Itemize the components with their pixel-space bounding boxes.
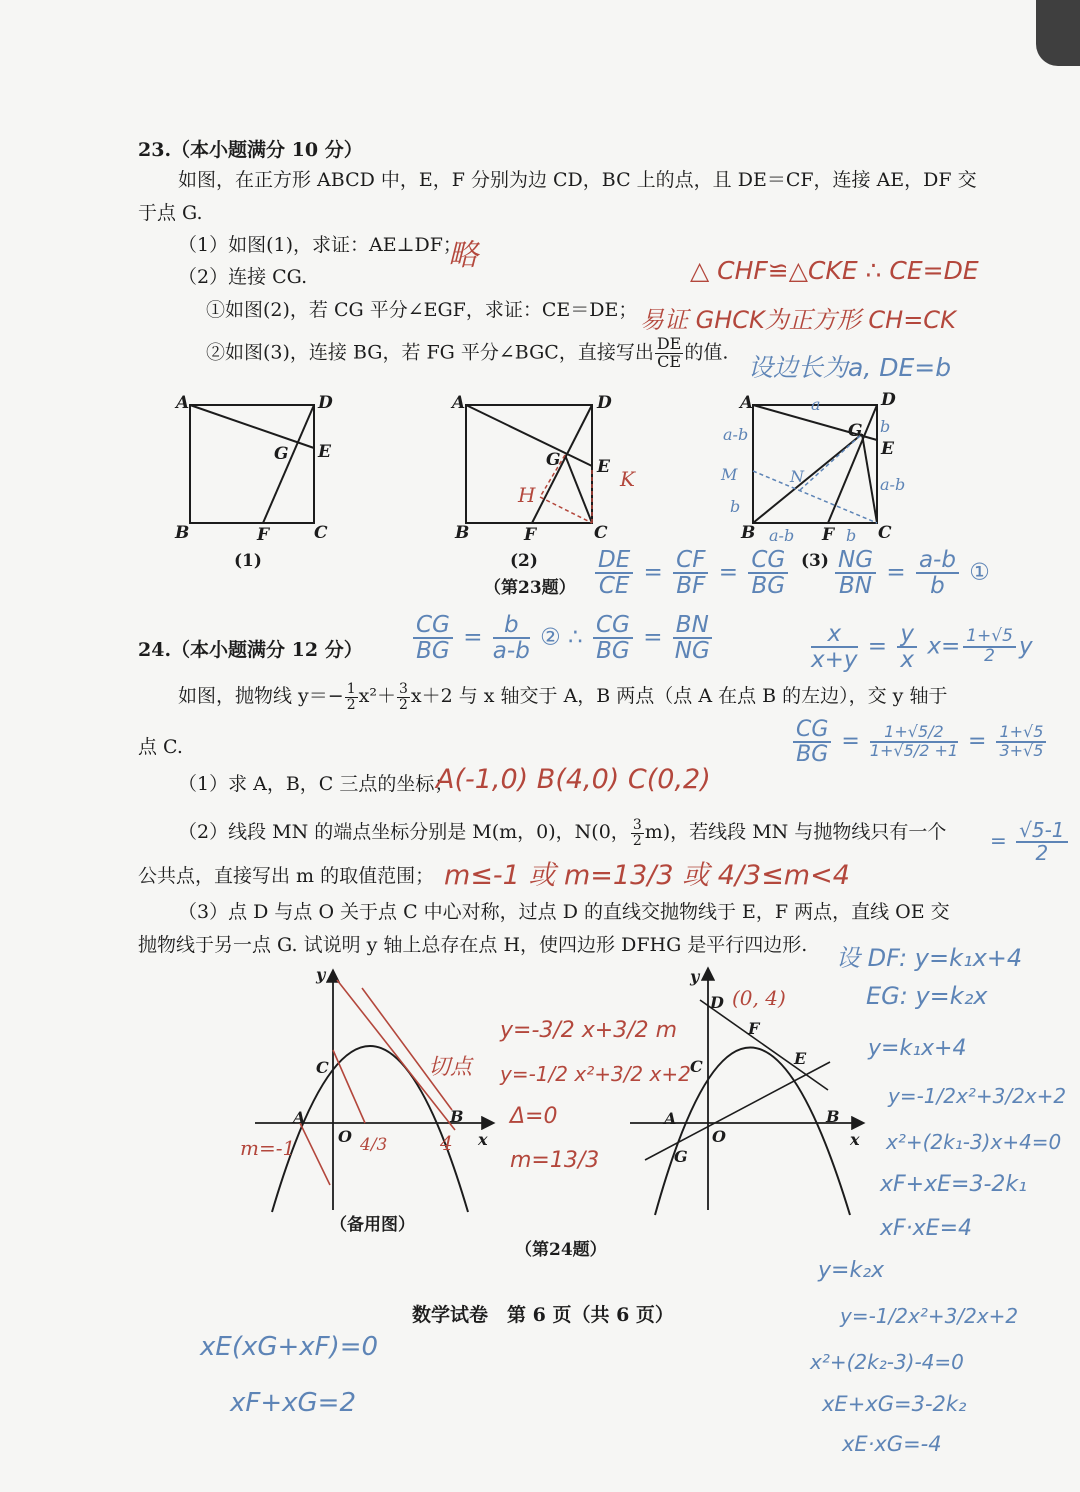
fig3-label-a: A: [740, 393, 754, 413]
q24-part2: （2）线段 MN 的端点坐标分别是 M(m，0)，N(0， $\frac{3}{2}$ m)，若线段 MN 与抛物线只有一个: [178, 817, 947, 849]
fig3-label-g: G: [848, 421, 863, 441]
fig2-caption: (2): [510, 551, 538, 571]
fig1-square: [190, 405, 314, 523]
q23-part2a: ①如图(2)，若 CG 平分∠EGF，求证：CE＝DE；: [206, 299, 638, 321]
hw-ratio-5: $\frac{x}{x+y}$ = $\frac{y}{x}$ x= $\frac{1+√5}{2}$ y: [811, 621, 1033, 674]
fig24a-red-line-4: [333, 1050, 365, 1123]
q23-part2b-post: 的值.: [684, 341, 729, 364]
q23-stem-line2: 于点 G.: [138, 202, 203, 224]
fig3-label-f: F: [822, 525, 835, 545]
fig1-line-ae: [190, 405, 314, 448]
q24-stem-line2: 点 C.: [138, 736, 183, 758]
hw-ratio-1: $\frac{DE}{CE}$ = $\frac{CF}{BF}$ = $\frac{CG}{BG}$: [592, 548, 791, 598]
fig2-line-df: [532, 405, 592, 523]
hw-system1-c: x²+(2k₁-3)x+4=0: [886, 1130, 1062, 1154]
fig24b-label-c: C: [690, 1057, 703, 1076]
q23-part2: （2）连接 CG.: [178, 266, 308, 288]
fig3-note-a: a: [811, 395, 821, 414]
q23-part1: （1）如图(1)，求证：AE⊥DF；: [178, 234, 462, 256]
hw-final-value: = $\frac{√5-1}{2}$: [990, 820, 1071, 864]
hw-system1-a: y=k₁x+4: [868, 1036, 967, 1061]
fig24a-label-x: x: [478, 1130, 488, 1149]
hw-set-variables: 设边长为a, DE=b: [748, 353, 952, 382]
hw-lue: 略: [448, 238, 478, 273]
fig24a-label-y: y: [316, 965, 326, 984]
q24-part3-line2: 抛物线于另一点 G. 试说明 y 轴上总存在点 H，使四边形 DFHG 是平行四边形.: [138, 934, 808, 956]
fig2-label-c: C: [594, 523, 608, 543]
hw-set-df: 设 DF: y=k₁x+4: [836, 944, 1023, 972]
hw-d-coord: (0, 4): [732, 986, 786, 1010]
fig1-label-a: A: [176, 393, 190, 413]
hw-m-equals: m=13/3: [510, 1148, 600, 1173]
fig3-note-b-top: b: [880, 417, 891, 436]
fig2-label-h: H: [518, 483, 536, 507]
fig24b-label-d: D: [710, 993, 724, 1012]
hw-sys-line1: y=-3/2 x+3/2 m: [500, 1018, 678, 1043]
q24-caption: （第24题）: [515, 1240, 607, 1260]
fig3-label-d: D: [881, 390, 896, 410]
hw-square-proof: 易证 GHCK为正方形 CH=CK: [640, 306, 956, 334]
hw-bottom-2: xF+xG=2: [230, 1388, 356, 1418]
fig2-label-d: D: [597, 393, 612, 413]
hw-system2-b: y=-1/2x²+3/2x+2: [840, 1304, 1019, 1328]
fig3-label-e: E: [881, 439, 894, 459]
fig3-note-amb-bottom: a-b: [769, 526, 795, 545]
fig1-caption: (1): [234, 551, 262, 571]
fig1-label-d: D: [318, 393, 333, 413]
fig2-line-ae: [466, 405, 592, 466]
q23-caption: （第23题）: [484, 578, 576, 598]
fig24b-label-x: x: [850, 1130, 860, 1149]
hw-system2-c: x²+(2k₂-3)-4=0: [810, 1350, 964, 1374]
ratio-numerator: DE: [656, 334, 682, 353]
hw-cg-bg-calc: $\frac{CG}{BG}$ = $\frac{1+√5/2}{1+√5/2 +1}$ = $\frac{1+√5}{3+√5}$: [790, 718, 1049, 766]
fig24b-label-g: G: [674, 1147, 688, 1166]
hw-system1-e: xF·xE=4: [880, 1216, 973, 1241]
hw-system2-a: y=k₂x: [818, 1258, 885, 1283]
fig2-label-e: E: [597, 457, 610, 477]
fig24a-label-o: O: [338, 1127, 352, 1146]
fig24b-label-f: F: [748, 1019, 760, 1038]
fig24a-label-c: C: [316, 1058, 329, 1077]
fig1-label-f: F: [257, 525, 270, 545]
q24-figures: [0, 960, 900, 1260]
fig24b-label-b: B: [826, 1107, 840, 1126]
hw-bottom-1: xE(xG+xF)=0: [200, 1332, 379, 1362]
fig3-note-amb-right: a-b: [880, 475, 906, 494]
fig3-label-b: B: [741, 523, 756, 543]
hw-triangle-congruent: △ CHF≌△CKE ∴ CE=DE: [690, 256, 979, 285]
fig3-label-c: C: [878, 523, 892, 543]
fig3-note-b-left: b: [730, 497, 741, 516]
ratio-denominator: CE: [657, 351, 682, 371]
fig3-note-m: M: [721, 465, 738, 484]
fig3-line-cg: [862, 434, 877, 523]
fig3-note-n: N: [790, 467, 804, 486]
fig24a-label-b: B: [450, 1107, 464, 1126]
fig2-label-f: F: [524, 525, 537, 545]
hw-four: 4: [440, 1131, 453, 1155]
hw-system1-b: y=-1/2x²+3/2x+2: [888, 1084, 1067, 1108]
hw-system2-e: xE·xG=-4: [842, 1432, 942, 1456]
fig2-label-g: G: [546, 450, 561, 470]
fig1-label-e: E: [318, 442, 331, 462]
hw-ratio-2: $\frac{NG}{BN}$ = $\frac{a-b}{b}$ ①: [832, 548, 990, 598]
fig1-line-df: [263, 405, 314, 523]
hw-q24-part2-answer: m≤-1 或 m=13/3 或 4/3≤m<4: [444, 860, 850, 891]
q24-stem-line1: 如图，抛物线 y＝− $\frac{1}{2}$ x²＋ $\frac{3}{2}$ x＋2 与 x 轴交于 A，B 两点（点 A 在点 B 的左边），交 y 轴于: [178, 681, 948, 713]
hw-four-thirds: 4/3: [360, 1135, 388, 1155]
fig24a-red-line-3: [300, 1123, 330, 1185]
page-footer: 数学试卷 第 6 页（共 6 页）: [412, 1304, 674, 1326]
hw-system2-d: xE+xG=3-2k₂: [822, 1392, 967, 1416]
q23-header: 23.（本小题满分 10 分）: [138, 139, 363, 161]
hw-tangent-point: 切点: [428, 1055, 473, 1080]
fig24b-label-y: y: [690, 967, 700, 986]
fig2-label-a: A: [452, 393, 466, 413]
fig3-note-amb-left: a-b: [723, 425, 749, 444]
q24-part2-line2: 公共点，直接写出 m 的取值范围；: [138, 865, 435, 887]
fig1-label-g: G: [274, 444, 289, 464]
fig24a-caption: （备用图）: [330, 1215, 415, 1235]
hw-set-eg: EG: y=k₂x: [866, 982, 988, 1010]
hw-q24-part1-answer: A(-1,0) B(4,0) C(0,2): [436, 764, 711, 795]
fig24b-label-o: O: [712, 1127, 726, 1146]
fig1-label-b: B: [175, 523, 190, 543]
fig24a-label-a: A: [293, 1108, 306, 1127]
q24-part3-line1: （3）点 D 与点 O 关于点 C 中心对称，过点 D 的直线交抛物线于 E，F 两点，直线 OE 交: [178, 901, 950, 923]
fig24b-label-e: E: [794, 1049, 807, 1068]
hw-delta-zero: Δ=0: [510, 1104, 558, 1129]
fig24a-red-line-2: [362, 988, 452, 1110]
fig24b-line-df: [700, 1000, 828, 1090]
q24-header: 24.（本小题满分 12 分）: [138, 639, 363, 661]
q24-part1: （1）求 A，B，C 三点的坐标；: [178, 773, 454, 795]
fig2-label-b: B: [455, 523, 470, 543]
fig2-line-cg: [565, 455, 592, 523]
hw-system1-d: xF+xE=3-2k₁: [880, 1172, 1027, 1197]
q23-part2b-pre: ②如图(3)，连接 BG，若 FG 平分∠BGC，直接写出: [206, 341, 654, 364]
fig3-caption: (3): [801, 551, 829, 571]
fig3-dash-mc: [753, 471, 877, 523]
hw-m-minus1: m=-1: [240, 1136, 296, 1160]
q23-stem-line1: 如图，在正方形 ABCD 中，E，F 分别为边 CD，BC 上的点，且 DE＝CF，连接 AE，DF 交: [178, 169, 977, 191]
hw-ratio-3: $\frac{CG}{BG}$ = $\frac{b}{a-b}$ ② ∴ $\frac{CG}{BG}$ = $\frac{BN}{NG}$: [410, 613, 715, 663]
hw-sys-line2: y=-1/2 x²+3/2 x+2: [500, 1062, 691, 1086]
fig24b-label-a: A: [664, 1109, 677, 1128]
fig2-label-k: K: [620, 467, 635, 491]
fig3-note-b-bottom: b: [846, 526, 857, 545]
fig1-label-c: C: [314, 523, 328, 543]
